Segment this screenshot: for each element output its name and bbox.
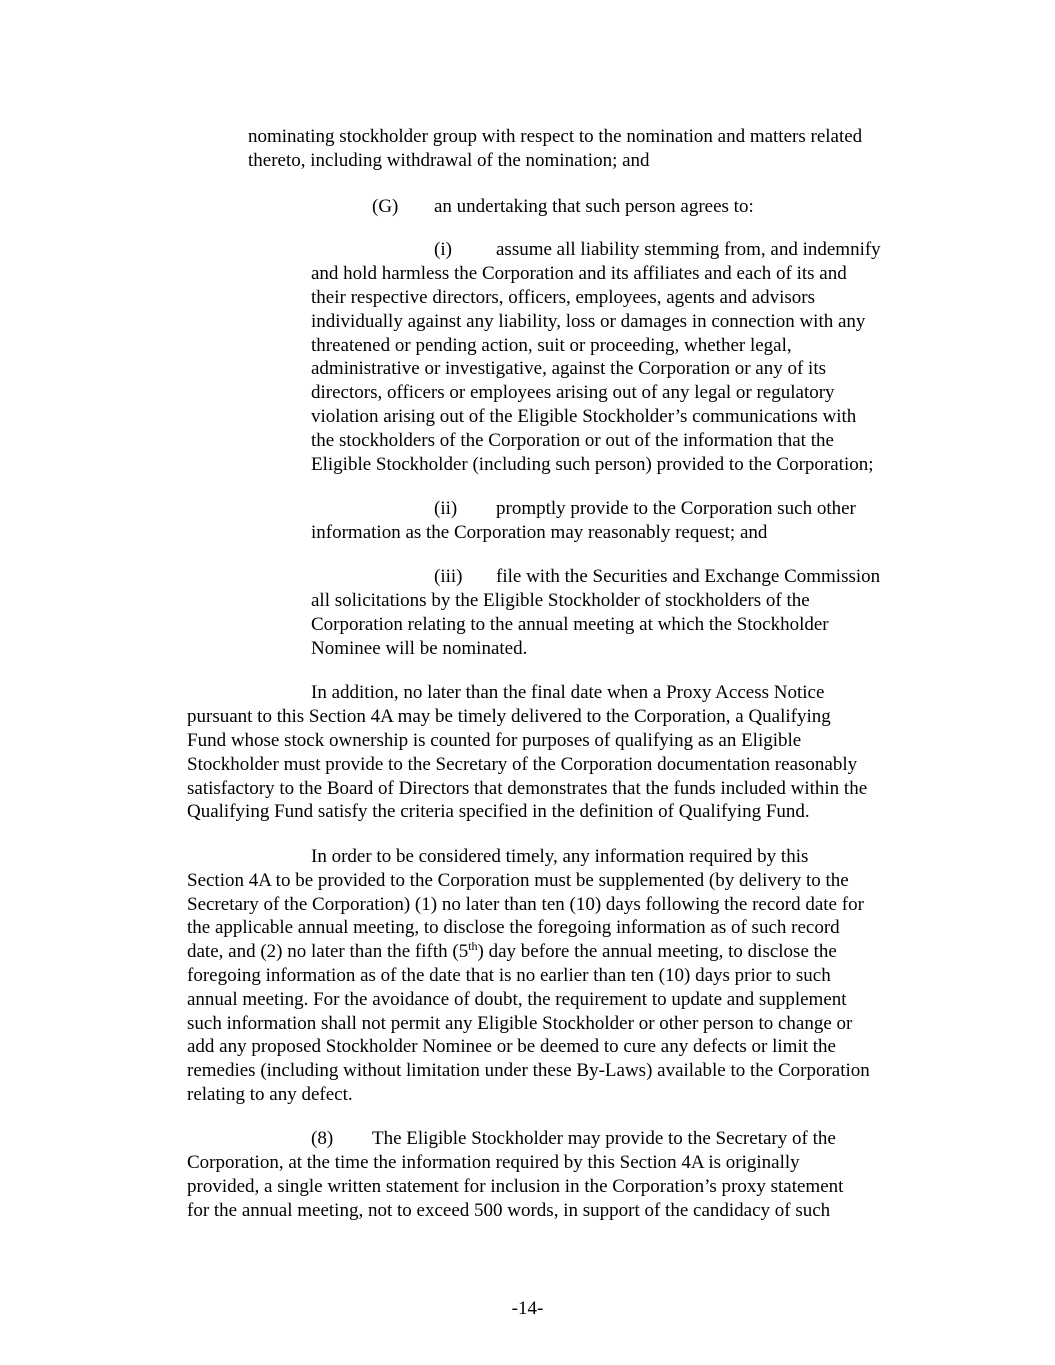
- text-line: Corporation, at the time the information required by this Section 4A is originally: [187, 1152, 800, 1173]
- text-line: relating to any defect.: [187, 1084, 353, 1105]
- text-line: pursuant to this Section 4A may be timely delivered to the Corporation, a Qualifying: [187, 706, 831, 727]
- text-line: administrative or investigative, against the Corporation or any of its: [311, 358, 826, 379]
- ordinal-superscript: th: [468, 939, 478, 953]
- text-line: individually against any liability, loss or damages in connection with any: [311, 311, 866, 332]
- text-line: Nominee will be nominated.: [311, 638, 528, 659]
- paragraph-first-line: In order to be considered timely, any information required by this: [311, 846, 809, 867]
- text-line: threatened or pending action, suit or proceeding, whether legal,: [311, 335, 792, 356]
- text-line: such information shall not permit any Eligible Stockholder or other person to change or: [187, 1013, 853, 1034]
- text-line: add any proposed Stockholder Nominee or be deemed to cure any defects or limit the: [187, 1036, 836, 1057]
- text-line: thereto, including withdrawal of the nomination; and: [248, 150, 650, 171]
- item-label-8: (8): [311, 1128, 334, 1149]
- text-line: annual meeting. For the avoidance of doubt, the requirement to update and supplement: [187, 989, 847, 1010]
- text-line: Qualifying Fund satisfy the criteria specified in the definition of Qualifying Fund.: [187, 801, 810, 822]
- text-line: the stockholders of the Corporation or out of the information that the: [311, 430, 834, 451]
- paragraph-first-line: In addition, no later than the final date when a Proxy Access Notice: [311, 682, 825, 703]
- text-line: foregoing information as of the date that is no earlier than ten (10) days prior to such: [187, 965, 831, 986]
- item-label-iii: (iii): [434, 566, 463, 587]
- text-line: provided, a single written statement for inclusion in the Corporation’s proxy statement: [187, 1176, 844, 1197]
- page-number: -14-: [511, 1298, 544, 1319]
- item-label-ii: (ii): [434, 498, 458, 519]
- text-line: violation arising out of the Eligible Stockholder’s communications with: [311, 406, 857, 427]
- item-iii-first-line: file with the Securities and Exchange Commission: [496, 566, 881, 587]
- item-label-g: (G): [372, 196, 399, 217]
- text-line: Eligible Stockholder (including such person) provided to the Corporation;: [311, 454, 874, 475]
- text-line-with-superscript: [187, 940, 837, 964]
- text-line: Fund whose stock ownership is counted for purposes of qualifying as an Eligible: [187, 730, 802, 751]
- text-line: Corporation relating to the annual meeting at which the Stockholder: [311, 614, 829, 635]
- text-line: Section 4A to be provided to the Corporation must be supplemented (by delivery to the: [187, 870, 849, 891]
- text-line: their respective directors, officers, employees, agents and advisors: [311, 287, 816, 308]
- item-i-first-line: assume all liability stemming from, and indemnify: [496, 239, 881, 260]
- item-g-text: an undertaking that such person agrees to:: [434, 196, 754, 217]
- item-label-i: (i): [434, 239, 452, 260]
- text-line: Secretary of the Corporation) (1) no later than ten (10) days following the record date for: [187, 894, 864, 915]
- text-line: nominating stockholder group with respect to the nomination and matters related: [248, 126, 863, 147]
- text-fragment: date, and (2) no later than the fifth (5: [187, 941, 469, 962]
- text-line: all solicitations by the Eligible Stockholder of stockholders of the: [311, 590, 810, 611]
- item-ii-first-line: promptly provide to the Corporation such other: [496, 498, 856, 519]
- text-line: information as the Corporation may reasonably request; and: [311, 522, 768, 543]
- text-fragment: ) day before the annual meeting, to disclose the: [477, 941, 837, 962]
- text-line: satisfactory to the Board of Directors that demonstrates that the funds included within the: [187, 778, 868, 799]
- text-line: Stockholder must provide to the Secretary of the Corporation documentation reasonably: [187, 754, 858, 775]
- item-8-first-line: The Eligible Stockholder may provide to the Secretary of the: [372, 1128, 836, 1149]
- text-line: remedies (including without limitation under these By-Laws) available to the Corporation: [187, 1060, 870, 1081]
- text-line: directors, officers or employees arising out of any legal or regulatory: [311, 382, 835, 403]
- text-line: the applicable annual meeting, to disclose the foregoing information as of such record: [187, 917, 840, 938]
- text-line: for the annual meeting, not to exceed 500 words, in support of the candidacy of such: [187, 1200, 831, 1221]
- text-line: and hold harmless the Corporation and its affiliates and each of its and: [311, 263, 847, 284]
